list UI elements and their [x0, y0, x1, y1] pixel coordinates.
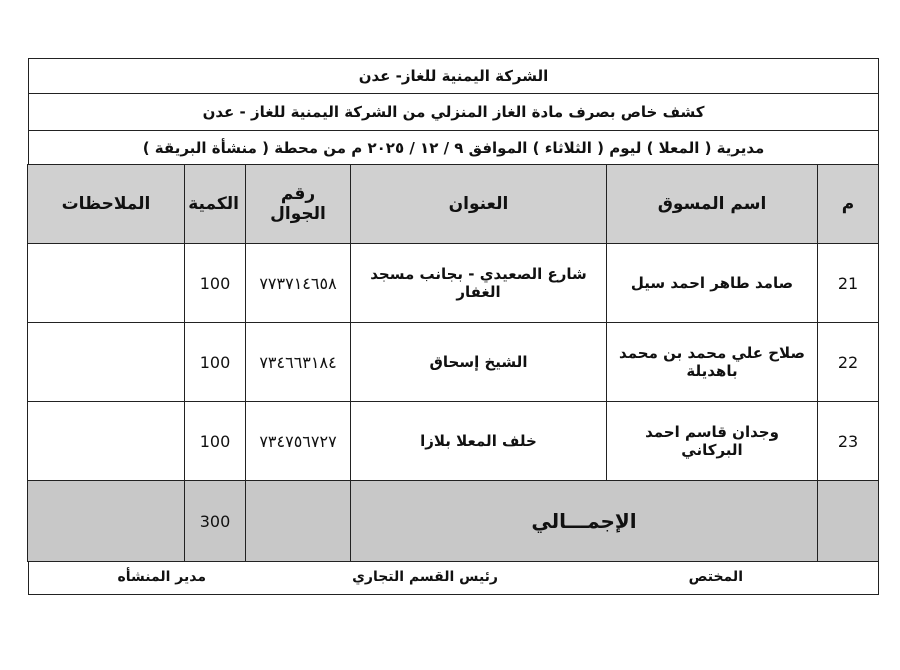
- gas-distribution-sheet: [28, 58, 879, 595]
- distribution-table: [27, 164, 879, 562]
- document-title: كشف خاص بصرف مادة الغاز المنزلي من الشركة اليمنية للغاز - عدن: [28, 93, 879, 130]
- phone-number: ٧٣٤٧٥٦٧٢٧: [246, 402, 351, 481]
- quantity: 100: [185, 402, 246, 481]
- signature-specialist: المختص: [688, 569, 743, 585]
- row-number: 21: [818, 244, 879, 323]
- col-header-notes: الملاحظات: [28, 165, 185, 244]
- col-header-marketer: اسم المسوق: [607, 165, 818, 244]
- marketer-name: صلاح علي محمد بن محمد باهديلة: [607, 323, 818, 402]
- district-date-line: مديرية ( المعلا ) ليوم ( الثلاثاء ) الموافق ٩ / ١٢ / ٢٠٢٥ م من محطة ( منشأة البريقة ): [28, 130, 879, 164]
- col-header-quantity: الكمية: [185, 165, 246, 244]
- table-header-row: [28, 165, 879, 244]
- phone-number: ٧٣٤٦٦٣١٨٤: [246, 323, 351, 402]
- signature-commercial-head: رئيس القسم التجاري: [352, 569, 498, 585]
- signature-facility-manager: مدير المنشأه: [117, 569, 206, 585]
- table-row: [28, 244, 879, 323]
- table-row: [28, 402, 879, 481]
- row-number: 22: [818, 323, 879, 402]
- total-quantity: 300: [185, 481, 246, 562]
- total-blank-cell: [28, 481, 185, 562]
- signature-row: [28, 562, 879, 595]
- total-blank-cell: [818, 481, 879, 562]
- col-header-number: م: [818, 165, 879, 244]
- quantity: 100: [185, 244, 246, 323]
- col-header-phone: رقم الجوال: [246, 165, 351, 244]
- quantity: 100: [185, 323, 246, 402]
- total-blank-cell: [246, 481, 351, 562]
- phone-number: ٧٧٣٧١٤٦٥٨: [246, 244, 351, 323]
- table-row: [28, 323, 879, 402]
- address: الشيخ إسحاق: [351, 323, 607, 402]
- company-title: الشركة اليمنية للغاز- عدن: [28, 58, 879, 93]
- notes: [28, 244, 185, 323]
- marketer-name: وجدان قاسم احمد البركاني: [607, 402, 818, 481]
- marketer-name: صامد طاهر احمد سيل: [607, 244, 818, 323]
- notes: [28, 402, 185, 481]
- notes: [28, 323, 185, 402]
- address: خلف المعلا بلازا: [351, 402, 607, 481]
- col-header-address: العنوان: [351, 165, 607, 244]
- total-label: الإجمـــالي: [351, 481, 818, 562]
- row-number: 23: [818, 402, 879, 481]
- total-row: [28, 481, 879, 562]
- address: شارع الصعيدي - بجانب مسجد الغفار: [351, 244, 607, 323]
